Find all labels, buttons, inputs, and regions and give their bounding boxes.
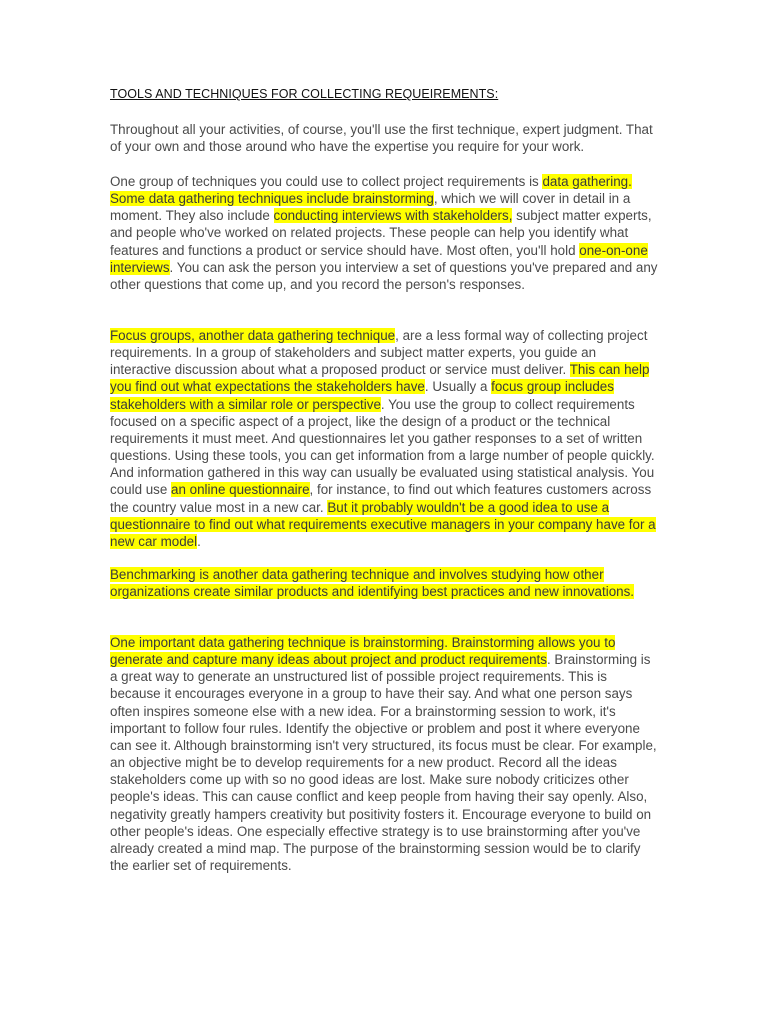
paragraph-focus-groups: [110, 327, 660, 550]
highlighted-text: an online questionnaire: [171, 482, 310, 498]
body-text: One group of techniques you could use to collect project requirements is: [110, 174, 543, 189]
body-text: , are a less formal way of collecting project requirements. In a group of stakeholders and subject matter experts, you guide an interactive discussion about what a proposed product or service must deliver.: [110, 328, 648, 378]
highlighted-text: Some data gathering techniques include brainstorming: [110, 191, 434, 207]
paragraph-expert-judgment: [110, 121, 660, 155]
body-text: subject matter experts, and people who've worked on related projects. These people can help you identify what features and functions a product or service should have. Most often, you'll hold: [110, 208, 652, 258]
highlighted-text: Focus groups, another data gathering technique: [110, 328, 396, 343]
paragraph-benchmarking: [110, 566, 660, 600]
highlighted-text: one-on-one interviews: [110, 242, 648, 275]
highlighted-text: Benchmarking is another data gathering technique and involves studying how other organizations create similar products and identifying best practices and new innovations.: [110, 567, 635, 600]
highlighted-text: focus group includes stakeholders with a similar role or perspective: [110, 379, 614, 412]
highlighted-text: data gathering.: [542, 174, 632, 189]
highlighted-text: This can help you find out what expectations the stakeholders have: [110, 362, 650, 395]
highlighted-text: But it probably wouldn't be a good idea to use a questionnaire to find out what requirements executive managers in your company have for a new car model: [110, 499, 656, 549]
highlighted-text: One important data gathering technique is brainstorming. Brainstorming allows you to generate and capture many ideas about project and product requirements: [110, 635, 616, 668]
paragraph-brainstorming: [110, 634, 660, 874]
document-heading: TOOLS AND TECHNIQUES FOR COLLECTING REQUEIREMENTS:: [110, 87, 499, 101]
body-text: .: [197, 533, 201, 549]
body-text: Throughout all your activities, of course, you'll use the first technique, expert judgment. That of your own and those around who have the expertise you require for your work.: [110, 122, 653, 155]
body-text: , which we will cover in detail in a moment. They also include: [110, 191, 631, 224]
paragraph-data-gathering: [110, 173, 660, 293]
body-text: . You can ask the person you interview a set of questions you've prepared and any other questions that come up, and you record the person's responses.: [110, 259, 658, 292]
highlighted-text: conducting interviews with stakeholders,: [273, 208, 513, 224]
body-text: . Usually a: [424, 379, 492, 395]
body-text: . You use the group to collect requirements focused on a specific aspect of a project, like the design of a product or the technical requirements it must meet. And questionnaires let you gather responses to a set of written questions. Using these tools, you can get information from a large number of people quickly. And information gathered in this way can usually be evaluated using statistical analysis. You could use: [110, 396, 655, 498]
body-text: . Brainstorming is a great way to generate an unstructured list of possible project requirements. This is because it encourages everyone in a group to have their say. And what one person says often inspires someone else with a new idea. For a brainstorming session to work, it's important to follow four rules. Identify the objective or problem and post it where everyone can see it. Although brainstorming isn't very structured, its focus must be clear. For example, an objective might be to develop requirements for a new product. Record all the ideas stakeholders come up with so no good ideas are lost. Make sure nobody criticizes other people's ideas. This can cause conflict and keep people from having their say openly. Also, negativity greatly hampers creativity but positivity fosters it. Encourage everyone to build on other people's ideas. One especially effective strategy is to use brainstorming after you've already created a mind map. The purpose of the brainstorming session would be to clarify the earlier set of requirements.: [110, 652, 657, 874]
body-text: , for instance, to find out which features customers across the country value most in a new car.: [110, 482, 652, 515]
